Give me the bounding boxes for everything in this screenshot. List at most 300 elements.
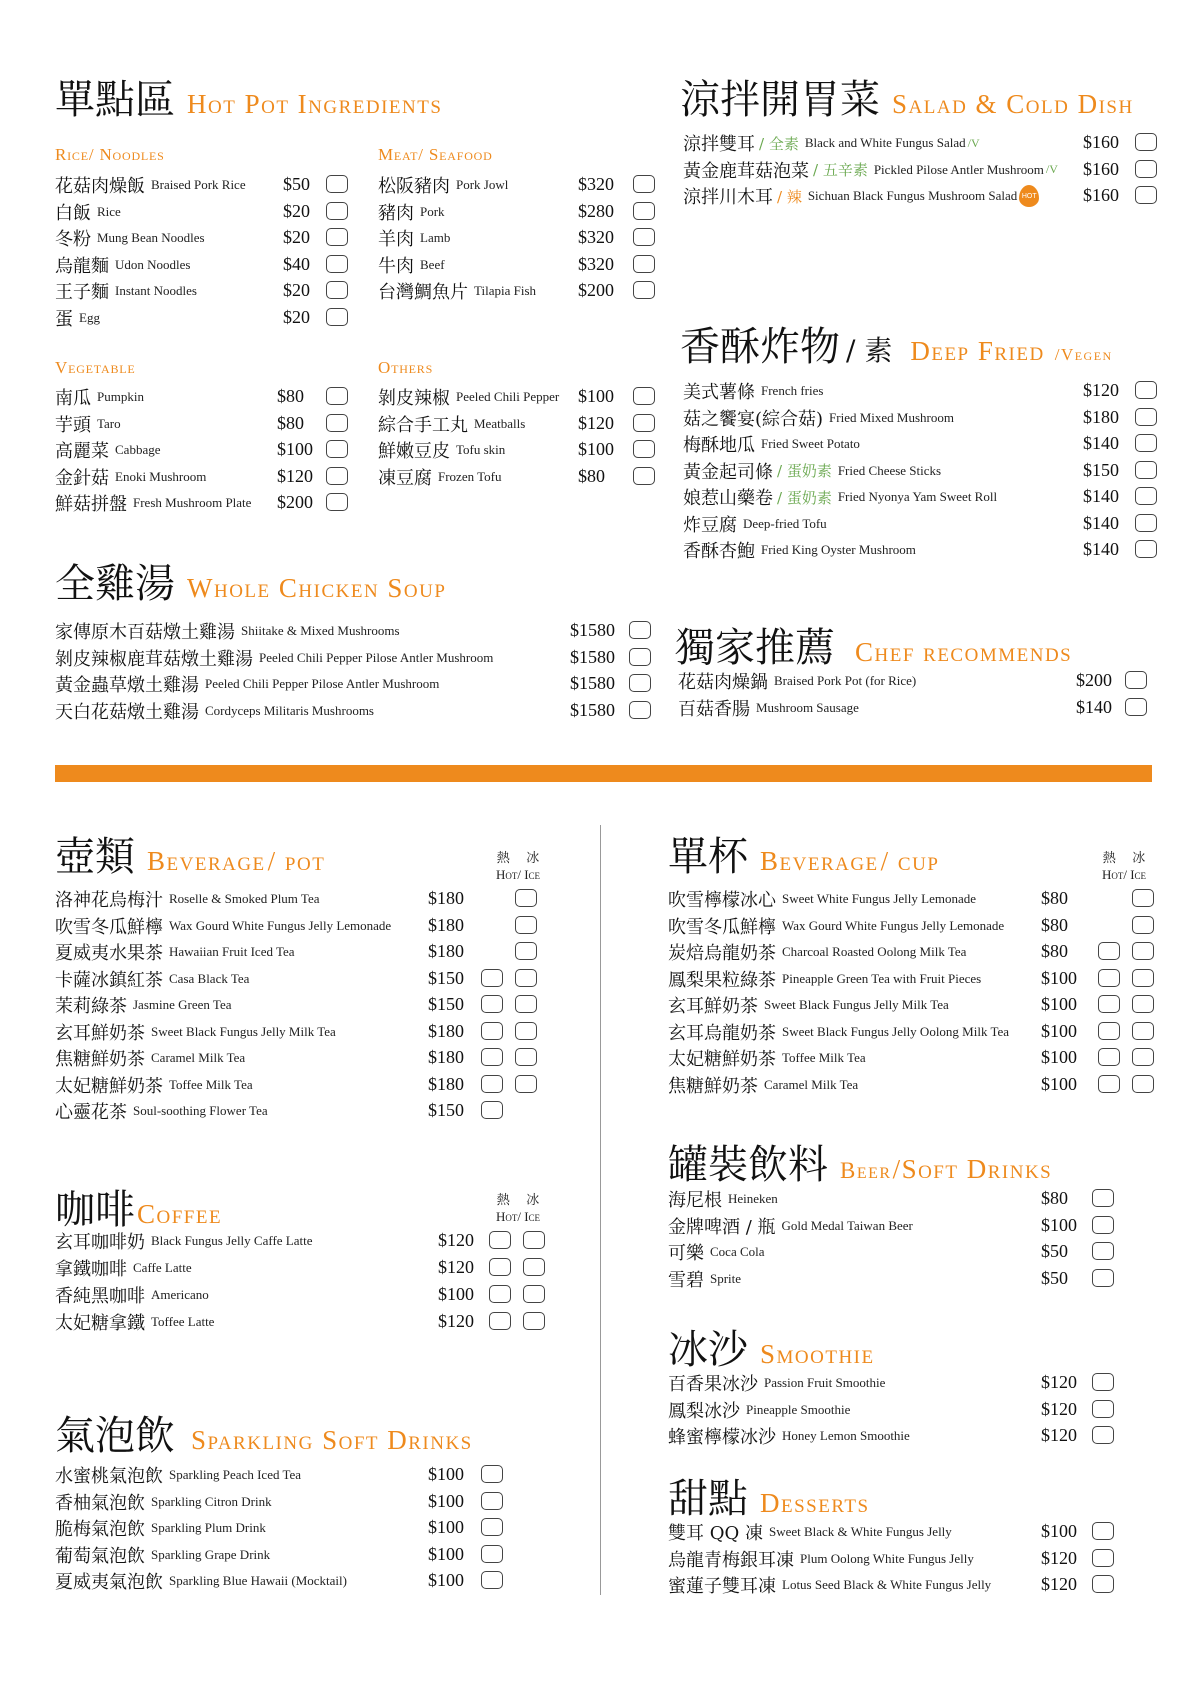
ice-checkbox[interactable] bbox=[523, 1231, 545, 1249]
order-checkbox[interactable] bbox=[629, 674, 651, 692]
item-name-zh: 冬粉 bbox=[55, 229, 91, 250]
item-name-en: Casa Black Tea bbox=[169, 970, 250, 986]
item-price: $140 bbox=[1083, 512, 1119, 533]
menu-item bbox=[378, 252, 658, 278]
coffee-section bbox=[55, 1178, 222, 1235]
hot-checkbox[interactable] bbox=[489, 1258, 511, 1276]
item-name-zh: 茉莉綠茶 bbox=[55, 996, 127, 1017]
order-checkbox[interactable] bbox=[633, 387, 655, 405]
menu-item bbox=[668, 1213, 1168, 1239]
menu-item bbox=[378, 437, 658, 463]
hot-checkbox[interactable] bbox=[489, 1231, 511, 1249]
item-name-zh: 鳳梨冰沙 bbox=[668, 1400, 740, 1422]
hot-checkbox[interactable] bbox=[481, 1048, 503, 1066]
order-checkbox[interactable] bbox=[1135, 186, 1157, 204]
item-price: $180 bbox=[1083, 406, 1119, 427]
item-name-en: Cordyceps Militaris Mushrooms bbox=[205, 702, 374, 718]
menu-item bbox=[55, 698, 665, 724]
item-name-en: Sparkling Peach Iced Tea bbox=[169, 1467, 302, 1482]
item-name-en: Tilapia Fish bbox=[474, 283, 537, 298]
menu-item bbox=[55, 411, 355, 437]
item-name-en: Deep-fried Tofu bbox=[743, 515, 827, 531]
item-name-zh: 蜜蓮子雙耳凍 bbox=[668, 1576, 776, 1597]
order-checkbox[interactable] bbox=[1135, 381, 1157, 399]
item-price: $100 bbox=[428, 1464, 464, 1484]
order-checkbox[interactable] bbox=[1132, 916, 1154, 934]
item-price: $100 bbox=[277, 439, 313, 459]
hot-checkbox[interactable] bbox=[1098, 1022, 1120, 1040]
menu-item bbox=[55, 1568, 575, 1594]
item-price: $120 bbox=[1041, 1425, 1077, 1445]
item-price: $160 bbox=[1083, 185, 1119, 205]
item-name-zh: 炸豆腐 bbox=[683, 514, 737, 536]
order-checkbox[interactable] bbox=[1092, 1216, 1114, 1234]
smoothie-title: 冰沙 Smoothie bbox=[668, 1327, 875, 1373]
item-price: $160 bbox=[1083, 158, 1119, 179]
item-name-zh: 凍豆腐 bbox=[378, 467, 432, 489]
item-price: $100 bbox=[578, 386, 614, 406]
item-diet-tag: / 辣 bbox=[777, 187, 802, 206]
menu-item bbox=[668, 1397, 1168, 1423]
item-price: $200 bbox=[277, 492, 313, 512]
item-name-zh: 洛神花烏梅汁 bbox=[55, 890, 163, 911]
item-name-en: Fried Nyonya Yam Sweet Roll bbox=[837, 489, 998, 504]
item-name-zh: 菇之饗宴(綜合菇) bbox=[683, 408, 824, 430]
orange-divider-bar bbox=[55, 765, 1152, 782]
desserts-section bbox=[668, 1467, 870, 1524]
pot-hotice-header: 熱 冰 Hot/ Ice bbox=[495, 851, 541, 882]
item-name-en: Heineken bbox=[728, 1191, 778, 1206]
item-name-zh: 拿鐵咖啡 bbox=[55, 1259, 127, 1280]
menu-item bbox=[668, 886, 1168, 912]
hot-checkbox[interactable] bbox=[481, 995, 503, 1013]
item-diet-tag: / 全素 bbox=[759, 134, 799, 153]
order-checkbox[interactable] bbox=[633, 281, 655, 299]
item-name-en: Meatballs bbox=[474, 415, 526, 431]
item-name-en: Sparkling Grape Drink bbox=[151, 1546, 271, 1562]
menu-item bbox=[55, 464, 355, 490]
hot-checkbox[interactable] bbox=[481, 969, 503, 987]
hot-checkbox[interactable] bbox=[481, 1022, 503, 1040]
hot-checkbox[interactable] bbox=[1098, 1075, 1120, 1093]
item-name-en: Mung Bean Noodles bbox=[97, 230, 205, 245]
item-price: $100 bbox=[1041, 994, 1077, 1014]
soup-section bbox=[55, 552, 446, 609]
item-name-zh: 心靈花茶 bbox=[55, 1102, 127, 1123]
order-checkbox[interactable] bbox=[515, 916, 537, 934]
ice-checkbox[interactable] bbox=[1132, 969, 1154, 987]
item-price: $50 bbox=[1041, 1267, 1068, 1288]
item-price: $140 bbox=[1083, 433, 1119, 453]
item-price: $20 bbox=[283, 280, 310, 300]
order-checkbox[interactable] bbox=[1092, 1269, 1114, 1287]
item-name-en: Braised Pork Pot (for Rice) bbox=[774, 673, 917, 688]
order-checkbox[interactable] bbox=[1092, 1522, 1114, 1540]
item-name-en: Fried Mixed Mushroom bbox=[829, 409, 954, 425]
item-name-en: Caramel Milk Tea bbox=[151, 1050, 246, 1065]
hot-checkbox[interactable] bbox=[1098, 995, 1120, 1013]
ice-checkbox[interactable] bbox=[523, 1312, 545, 1330]
item-name-en: Americano bbox=[151, 1287, 209, 1302]
hot-checkbox[interactable] bbox=[1098, 942, 1120, 960]
item-price: $180 bbox=[428, 914, 464, 935]
menu-item bbox=[55, 305, 355, 331]
item-price: $1580 bbox=[570, 699, 615, 720]
sparkling-section bbox=[55, 1404, 473, 1461]
item-name-en: Pumpkin bbox=[97, 389, 144, 404]
coffee-hotice-header: 熱 冰 Hot/ Ice bbox=[495, 1193, 541, 1224]
order-checkbox[interactable] bbox=[326, 202, 348, 220]
menu-item bbox=[55, 1462, 575, 1488]
menu-item bbox=[668, 1519, 1168, 1545]
order-checkbox[interactable] bbox=[515, 942, 537, 960]
menu-item bbox=[668, 1019, 1168, 1045]
hot-checkbox[interactable] bbox=[1098, 1048, 1120, 1066]
menu-item bbox=[55, 645, 665, 671]
order-checkbox[interactable] bbox=[481, 1465, 503, 1483]
hot-checkbox[interactable] bbox=[489, 1285, 511, 1303]
item-name-en: Instant Noodles bbox=[115, 283, 197, 298]
ice-checkbox[interactable] bbox=[523, 1285, 545, 1303]
order-checkbox[interactable] bbox=[481, 1101, 503, 1119]
coffee-title: 咖啡 Coffee bbox=[55, 1187, 223, 1233]
item-name-en: Toffee Milk Tea bbox=[169, 1076, 253, 1092]
item-name-zh: 南瓜 bbox=[55, 388, 91, 409]
menu-item bbox=[55, 618, 665, 644]
menu-item bbox=[55, 225, 355, 251]
item-name-en: Mushroom Sausage bbox=[756, 699, 859, 715]
item-name-zh: 鮮嫩豆皮 bbox=[378, 441, 450, 462]
item-price: $100 bbox=[1041, 1047, 1077, 1067]
item-name-zh: 花菇肉燥飯 bbox=[55, 176, 145, 197]
item-name-zh: 蜂蜜檸檬冰沙 bbox=[668, 1427, 776, 1448]
fried-section bbox=[680, 315, 1113, 372]
order-checkbox[interactable] bbox=[633, 467, 655, 485]
item-name-zh: 娘惹山藥卷 bbox=[683, 488, 773, 509]
item-price: $150 bbox=[428, 1100, 464, 1120]
menu-item bbox=[55, 1019, 575, 1045]
item-price: $50 bbox=[283, 174, 310, 194]
order-checkbox[interactable] bbox=[1125, 698, 1147, 716]
item-price: $1580 bbox=[570, 646, 615, 667]
item-name-en: Wax Gourd White Fungus Jelly Lemonade bbox=[169, 917, 392, 933]
order-checkbox[interactable] bbox=[326, 175, 348, 193]
chef-title: 獨家推薦 Chef recommends bbox=[675, 625, 1073, 671]
hot-flame-icon: HOT bbox=[1019, 185, 1039, 207]
order-checkbox[interactable] bbox=[326, 440, 348, 458]
menu-item bbox=[668, 1266, 1168, 1292]
menu-item bbox=[378, 172, 658, 198]
order-checkbox[interactable] bbox=[1092, 1426, 1114, 1444]
menu-item bbox=[668, 1546, 1168, 1572]
ice-checkbox[interactable] bbox=[1132, 995, 1154, 1013]
order-checkbox[interactable] bbox=[1135, 461, 1157, 479]
order-checkbox[interactable] bbox=[1092, 1373, 1114, 1391]
order-checkbox[interactable] bbox=[326, 387, 348, 405]
item-name-en: Black Fungus Jelly Caffe Latte bbox=[151, 1233, 313, 1248]
item-name-en: Pork Jowl bbox=[456, 177, 509, 192]
item-name-zh: 香柚氣泡飲 bbox=[55, 1492, 145, 1514]
item-name-zh: 吹雪冬瓜鮮檸 bbox=[668, 916, 776, 938]
order-checkbox[interactable] bbox=[326, 414, 348, 432]
hot-checkbox[interactable] bbox=[489, 1312, 511, 1330]
ice-checkbox[interactable] bbox=[523, 1258, 545, 1276]
order-checkbox[interactable] bbox=[1135, 160, 1157, 178]
item-name-zh: 卡薩冰鎮紅茶 bbox=[55, 969, 163, 991]
menu-item bbox=[55, 1072, 575, 1098]
menu-item bbox=[683, 431, 1163, 457]
item-name-en: Fried Cheese Sticks bbox=[837, 462, 942, 478]
ice-checkbox[interactable] bbox=[1132, 1075, 1154, 1093]
item-name-en: Gold Medal Taiwan Beer bbox=[781, 1217, 913, 1233]
order-checkbox[interactable] bbox=[326, 493, 348, 511]
order-checkbox[interactable] bbox=[481, 1571, 503, 1589]
item-price: $80 bbox=[1041, 914, 1068, 935]
order-checkbox[interactable] bbox=[633, 414, 655, 432]
item-name-zh: 金牌啤酒 / 瓶 bbox=[668, 1216, 776, 1238]
item-name-en: Taro bbox=[97, 415, 121, 431]
item-name-zh: 松阪豬肉 bbox=[378, 176, 450, 197]
item-price: $80 bbox=[277, 386, 304, 406]
menu-item bbox=[668, 992, 1168, 1018]
item-name-en: Lotus Seed Black & White Fungus Jelly bbox=[782, 1577, 992, 1592]
menu-item bbox=[55, 992, 575, 1018]
item-name-en: Cabbage bbox=[115, 442, 161, 457]
pot-section bbox=[55, 825, 325, 882]
item-name-zh: 雪碧 bbox=[668, 1269, 704, 1291]
order-checkbox[interactable] bbox=[1135, 408, 1157, 426]
item-price: $180 bbox=[428, 1073, 464, 1094]
item-price: $100 bbox=[428, 1517, 464, 1537]
item-price: $100 bbox=[1041, 1020, 1077, 1041]
order-checkbox[interactable] bbox=[326, 228, 348, 246]
item-name-zh: 綜合手工丸 bbox=[378, 414, 468, 436]
item-price: $120 bbox=[1083, 380, 1119, 400]
item-name-en: Plum Oolong White Fungus Jelly bbox=[800, 1550, 974, 1566]
soup-title: 全雞湯 Whole Chicken Soup bbox=[55, 561, 447, 607]
menu-item bbox=[668, 1370, 1168, 1396]
menu-item bbox=[55, 671, 665, 697]
menu-item bbox=[378, 278, 658, 304]
item-name-en: Shiitake & Mixed Mushrooms bbox=[241, 623, 400, 638]
menu-item bbox=[55, 1098, 575, 1124]
order-checkbox[interactable] bbox=[515, 889, 537, 907]
item-name-en: Peeled Chili Pepper Pilose Antler Mushroom bbox=[205, 676, 440, 691]
item-price: $120 bbox=[1041, 1547, 1077, 1568]
order-checkbox[interactable] bbox=[326, 255, 348, 273]
order-checkbox[interactable] bbox=[1125, 671, 1147, 689]
item-name-zh: 吹雪檸檬冰心 bbox=[668, 890, 776, 911]
order-checkbox[interactable] bbox=[481, 1518, 503, 1536]
order-checkbox[interactable] bbox=[1092, 1242, 1114, 1260]
menu-item bbox=[683, 511, 1163, 537]
item-price: $50 bbox=[1041, 1241, 1068, 1261]
item-name-en: Peeled Chili Pepper Pilose Antler Mushroom bbox=[259, 649, 494, 665]
item-name-en: French fries bbox=[761, 383, 824, 398]
menu-item bbox=[378, 199, 658, 225]
item-price: $20 bbox=[283, 200, 310, 221]
item-name-en: Sparkling Plum Drink bbox=[151, 1520, 266, 1535]
item-price: $120 bbox=[438, 1311, 474, 1331]
menu-item bbox=[668, 1423, 1168, 1449]
order-checkbox[interactable] bbox=[633, 255, 655, 273]
order-checkbox[interactable] bbox=[1132, 889, 1154, 907]
item-price: $320 bbox=[578, 253, 614, 274]
menu-item bbox=[378, 411, 658, 437]
item-name-en: Hawaiian Fruit Iced Tea bbox=[169, 944, 295, 959]
menu-item bbox=[668, 1572, 1168, 1598]
item-name-en: Fresh Mushroom Plate bbox=[133, 495, 252, 510]
order-checkbox[interactable] bbox=[633, 440, 655, 458]
order-checkbox[interactable] bbox=[1135, 487, 1157, 505]
menu-item bbox=[55, 1282, 575, 1308]
order-checkbox[interactable] bbox=[1135, 133, 1157, 151]
item-price: $280 bbox=[578, 200, 614, 221]
salad-title: 涼拌開胃菜 Salad & Cold Dish bbox=[680, 77, 1134, 123]
ice-checkbox[interactable] bbox=[515, 1075, 537, 1093]
ice-checkbox[interactable] bbox=[515, 969, 537, 987]
item-name-en: Sweet Black Fungus Jelly Milk Tea bbox=[151, 1023, 336, 1039]
menu-item bbox=[668, 1186, 1168, 1212]
menu-item bbox=[683, 537, 1163, 563]
ice-checkbox[interactable] bbox=[515, 1022, 537, 1040]
item-name-en: Jasmine Green Tea bbox=[133, 997, 232, 1012]
order-checkbox[interactable] bbox=[326, 308, 348, 326]
item-name-zh: 百菇香腸 bbox=[678, 698, 750, 720]
rice-subtitle: Rice/ Noodles bbox=[55, 145, 165, 164]
vegan-mark: /V bbox=[967, 135, 980, 150]
cup-section bbox=[668, 825, 939, 882]
order-checkbox[interactable] bbox=[633, 175, 655, 193]
menu-item bbox=[683, 484, 1163, 510]
order-checkbox[interactable] bbox=[629, 621, 651, 639]
order-checkbox[interactable] bbox=[633, 228, 655, 246]
item-name-zh: 太妃糖鮮奶茶 bbox=[668, 1049, 776, 1070]
menu-item bbox=[55, 172, 355, 198]
menu-item bbox=[668, 966, 1168, 992]
item-price: $100 bbox=[1041, 1214, 1077, 1235]
item-price: $20 bbox=[283, 227, 310, 247]
menu-item bbox=[683, 405, 1163, 431]
item-name-zh: 吹雪冬瓜鮮檸 bbox=[55, 916, 163, 938]
item-price: $100 bbox=[578, 439, 614, 459]
order-checkbox[interactable] bbox=[629, 648, 651, 666]
item-name-en: Beef bbox=[420, 256, 445, 272]
hot-checkbox[interactable] bbox=[1098, 969, 1120, 987]
item-name-zh: 雙耳 QQ 凍 bbox=[668, 1523, 763, 1544]
item-name-en: Fried King Oyster Mushroom bbox=[761, 542, 916, 557]
order-checkbox[interactable] bbox=[1092, 1189, 1114, 1207]
item-price: $120 bbox=[578, 412, 614, 433]
order-checkbox[interactable] bbox=[1135, 514, 1157, 532]
item-price: $20 bbox=[283, 306, 310, 327]
item-name-zh: 百香果冰沙 bbox=[668, 1374, 758, 1395]
order-checkbox[interactable] bbox=[481, 1545, 503, 1563]
menu-item bbox=[55, 1489, 575, 1515]
item-name-zh: 太妃糖鮮奶茶 bbox=[55, 1075, 163, 1097]
item-price: $40 bbox=[283, 253, 310, 274]
item-price: $80 bbox=[1041, 888, 1068, 908]
order-checkbox[interactable] bbox=[1092, 1400, 1114, 1418]
item-name-zh: 水蜜桃氣泡飲 bbox=[55, 1466, 163, 1487]
order-checkbox[interactable] bbox=[1092, 1549, 1114, 1567]
item-name-zh: 鳳梨果粒綠茶 bbox=[668, 969, 776, 991]
item-name-zh: 高麗菜 bbox=[55, 441, 109, 462]
order-checkbox[interactable] bbox=[1092, 1575, 1114, 1593]
item-price: $140 bbox=[1083, 539, 1119, 559]
item-name-zh: 天白花菇燉土雞湯 bbox=[55, 701, 199, 723]
menu-item bbox=[55, 437, 355, 463]
order-checkbox[interactable] bbox=[481, 1492, 503, 1510]
item-name-zh: 白飯 bbox=[55, 202, 91, 224]
item-name-zh: 芋頭 bbox=[55, 414, 91, 436]
item-name-zh: 海尼根 bbox=[668, 1190, 722, 1211]
menu-item bbox=[55, 252, 355, 278]
item-price: $100 bbox=[428, 1490, 464, 1511]
cup-title: 單杯 Beverage / cup bbox=[668, 834, 940, 880]
item-name-en: Sweet Black & White Fungus Jelly bbox=[768, 1524, 952, 1539]
item-name-en: Rice bbox=[97, 203, 121, 219]
item-name-en: Black and White Fungus Salad bbox=[804, 135, 966, 150]
item-name-zh: 剝皮辣椒鹿茸菇燉土雞湯 bbox=[55, 648, 253, 670]
item-name-zh: 涼拌川木耳 bbox=[683, 187, 773, 208]
beer-title: 罐裝飲料 Beer /Soft Drinks bbox=[668, 1142, 1053, 1188]
order-checkbox[interactable] bbox=[326, 467, 348, 485]
item-name-zh: 豬肉 bbox=[378, 202, 414, 224]
order-checkbox[interactable] bbox=[633, 202, 655, 220]
order-checkbox[interactable] bbox=[629, 701, 651, 719]
item-price: $180 bbox=[428, 1020, 464, 1041]
veg-subtitle: Vegetable bbox=[55, 358, 136, 377]
menu-item bbox=[55, 1255, 575, 1281]
item-name-en: Honey Lemon Smoothie bbox=[782, 1428, 910, 1443]
ice-checkbox[interactable] bbox=[515, 1048, 537, 1066]
item-name-en: Toffee Latte bbox=[151, 1314, 215, 1329]
smoothie-section bbox=[668, 1318, 875, 1375]
item-name-en: Frozen Tofu bbox=[438, 468, 502, 484]
menu-item bbox=[55, 1228, 575, 1254]
menu-item bbox=[683, 130, 1163, 156]
item-name-zh: 可樂 bbox=[668, 1243, 704, 1264]
order-checkbox[interactable] bbox=[326, 281, 348, 299]
item-diet-tag: / 蛋奶素 bbox=[777, 462, 832, 480]
item-name-en: Braised Pork Rice bbox=[151, 177, 246, 192]
ice-checkbox[interactable] bbox=[1132, 1048, 1154, 1066]
hotpot-title: 單點區 Hot Pot Ingredients bbox=[55, 77, 443, 123]
ice-checkbox[interactable] bbox=[1132, 942, 1154, 960]
item-name-en: Pickled Pilose Antler Mushroom bbox=[873, 161, 1044, 177]
item-name-zh: 焦糖鮮奶茶 bbox=[55, 1049, 145, 1070]
ice-checkbox[interactable] bbox=[1132, 1022, 1154, 1040]
item-name-zh: 玄耳烏龍奶茶 bbox=[668, 1022, 776, 1044]
beer-section bbox=[668, 1133, 1052, 1190]
menu-item bbox=[55, 490, 355, 516]
ice-checkbox[interactable] bbox=[515, 995, 537, 1013]
item-name-en: Peeled Chili Pepper bbox=[456, 389, 560, 404]
item-price: $100 bbox=[1041, 1073, 1077, 1094]
menu-item bbox=[55, 1309, 575, 1335]
item-name-en: Egg bbox=[79, 309, 100, 325]
item-price: $180 bbox=[428, 1047, 464, 1067]
menu-item bbox=[668, 913, 1168, 939]
hot-checkbox[interactable] bbox=[481, 1075, 503, 1093]
item-price: $120 bbox=[1041, 1372, 1077, 1392]
order-checkbox[interactable] bbox=[1135, 540, 1157, 558]
salad-section bbox=[680, 68, 1134, 125]
menu-item bbox=[678, 668, 1158, 694]
order-checkbox[interactable] bbox=[1135, 434, 1157, 452]
item-price: $320 bbox=[578, 227, 614, 247]
